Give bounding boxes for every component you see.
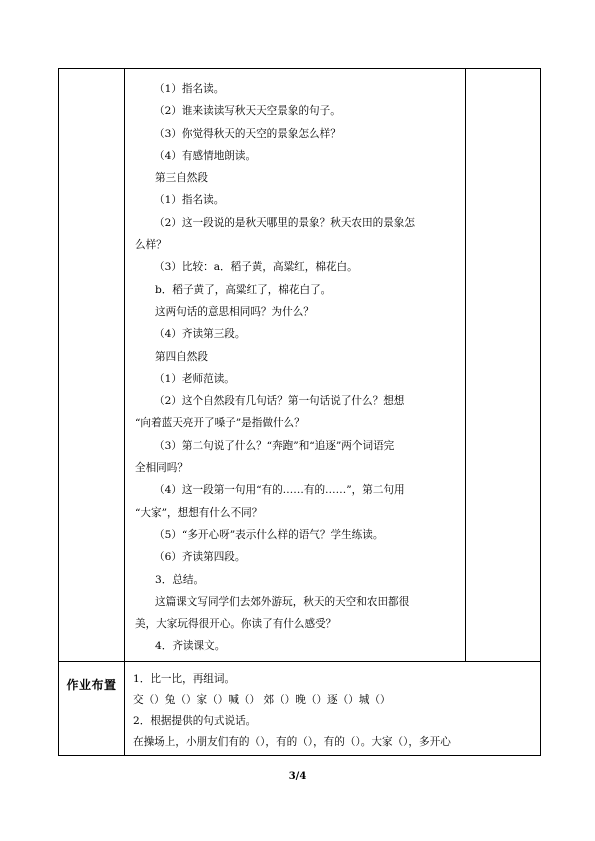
teaching-step-line: 么样？: [135, 239, 167, 252]
lesson-plan-table: [58, 68, 541, 756]
homework-label: 作业布置: [66, 678, 117, 692]
teaching-step-line: 第四自然段: [155, 350, 208, 363]
teaching-step-line: （4）有感情地朗读。: [154, 149, 257, 162]
teaching-step-line: （1）指名读。: [154, 194, 225, 207]
homework-line: 2．根据提供的句式说话。: [133, 715, 257, 727]
teaching-step-line: “大家”，想想有什么不同？: [135, 506, 263, 519]
teaching-step-line: （3）比较：a．稻子黄，高粱红，棉花白。: [154, 261, 358, 274]
homework-text: [125, 662, 540, 753]
homework-label-cell: [59, 662, 125, 756]
teaching-step-line: 这两句话的意思相同吗？为什么？: [155, 305, 314, 318]
teaching-step-line: “向着蓝天亮开了嗓子”是指做什么？: [135, 417, 305, 430]
homework-line: 在操场上，小朋友们有的（），有的（），有的（）。大家（），多开心: [133, 736, 451, 748]
teaching-step-line: （2）这一段说的是秋天哪里的景象？秋天农田的景象怎: [154, 216, 415, 229]
teaching-step-line: 全相同吗？: [135, 462, 188, 475]
teaching-step-line: 3．总结。: [155, 573, 205, 586]
teaching-step-line: （3）第二句说了什么？“奔跑”和“追逐”两个词语完: [154, 439, 395, 452]
teaching-steps-text: [125, 69, 465, 658]
homework-line: 交（）兔（）家（）喊（） 郊（）晚（）逐（）城（）: [133, 694, 391, 706]
label-cell-empty: [59, 69, 125, 662]
teaching-step-line: （1）老师范读。: [154, 372, 235, 385]
homework-line: 1．比一比，再组词。: [133, 673, 236, 685]
teaching-steps-cell: [125, 69, 466, 662]
teaching-step-line: （6）齐读第四段。: [154, 551, 246, 564]
homework-content-cell: [125, 662, 541, 756]
teaching-process-row: [59, 69, 541, 662]
teaching-step-line: （3）你觉得秋天的天空的景象怎么样？: [154, 127, 341, 140]
page-number: 3/4: [288, 771, 307, 782]
teaching-step-line: （4）这一段第一句用“有的……有的……”，第二句用: [154, 484, 405, 497]
teaching-step-line: （2）这个自然段有几句话？第一句话说了什么？想想: [154, 395, 405, 408]
notes-cell: [466, 69, 541, 662]
teaching-step-line: （1）指名读。: [154, 83, 225, 95]
teaching-step-line: 第三自然段: [155, 172, 208, 185]
teaching-step-line: 这篇课文写同学们去郊外游玩，秋天的天空和农田都很: [155, 595, 410, 608]
teaching-step-line: （5）“多开心呀”表示什么样的语气？学生练读。: [154, 528, 384, 541]
teaching-step-line: 美，大家玩得很开心。你读了有什么感受？: [135, 618, 337, 631]
homework-row: [59, 662, 541, 756]
teaching-step-line: （4）齐读第三段。: [154, 328, 246, 341]
teaching-step-line: b．稻子黄了，高粱红了，棉花白了。: [155, 283, 332, 296]
teaching-step-line: 4．齐读课文。: [155, 640, 226, 653]
teaching-step-line: （2）谁来读读写秋天天空景象的句子。: [154, 105, 341, 118]
